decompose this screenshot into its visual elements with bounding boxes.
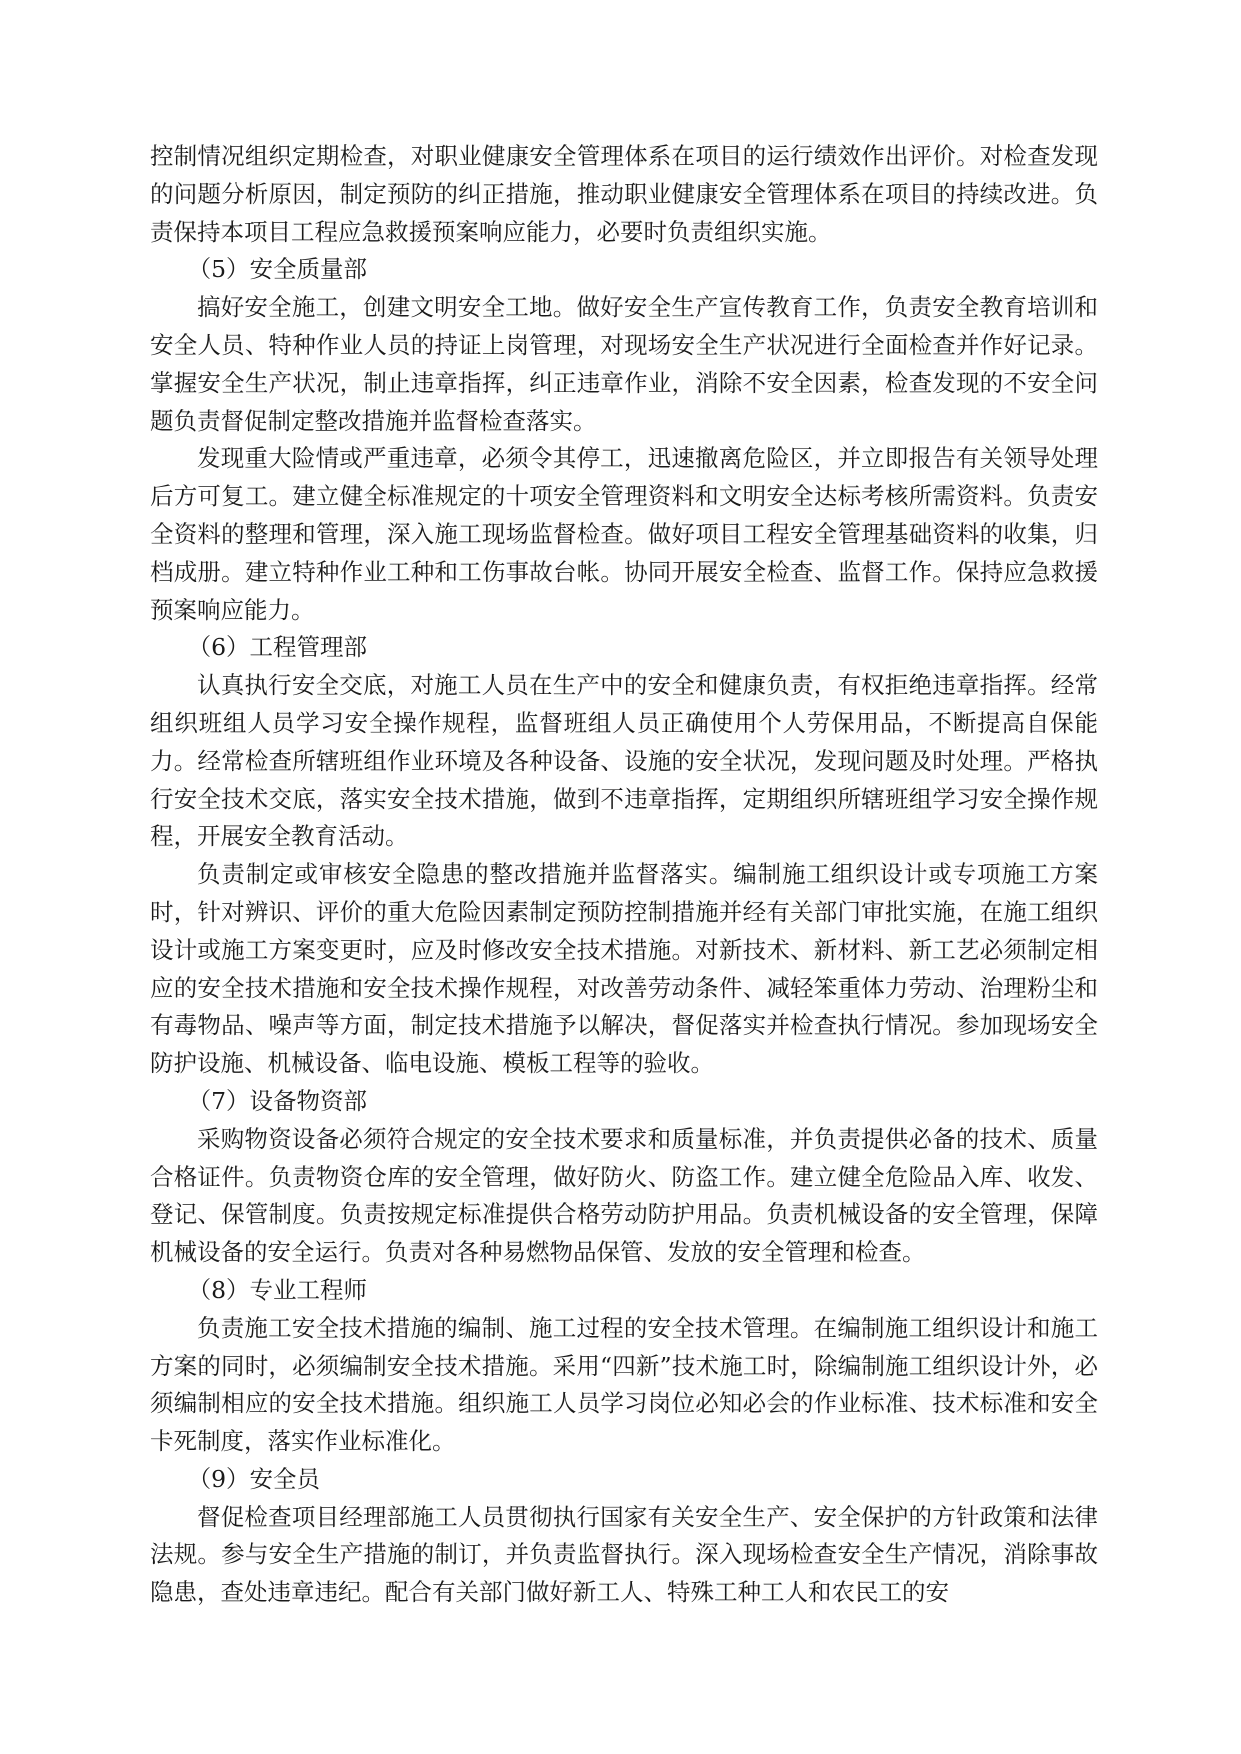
section-heading-engineering-dept: （6）工程管理部 <box>187 633 368 662</box>
paragraph: 搞好安全施工，创建文明安全工地。做好安全生产宣传教育工作，负责安全教育培训和安全人员、特种作业人员的持证上岗管理，对现场安全生产状况进行全面检查并作好记录。掌握安全生产状况，制止违章指挥，纠正违章作业，消除不安全因素，检查发现的不安全问题负责督促制定整改措施并监督检查落实。 <box>150 293 1098 435</box>
paragraph: 认真执行安全交底，对施工人员在生产中的安全和健康负责，有权拒绝违章指挥。经常组织班组人员学习安全操作规程，监督班组人员正确使用个人劳保用品，不断提高自保能力。经常检查所辖班组作业环境及各种设备、设施的安全状况，发现问题及时处理。严格执行安全技术交底，落实安全技术措施，做到不违章指挥，定期组织所辖班组学习安全操作规程，开展安全教育活动。 <box>150 671 1098 851</box>
section-heading-safety-quality-dept: （5）安全质量部 <box>187 255 368 284</box>
document-page <box>150 138 1098 1612</box>
paragraph: 发现重大险情或严重违章，必须令其停工，迅速撤离危险区，并立即报告有关领导处理后方可复工。建立健全标准规定的十项安全管理资料和文明安全达标考核所需资料。负责安全资料的整理和管理，深入施工现场监督检查。做好项目工程安全管理基础资料的收集，归档成册。建立特种作业工种和工伤事故台帐。协同开展安全检查、监督工作。保持应急救援预案响应能力。 <box>150 444 1098 624</box>
paragraph: 采购物资设备必须符合规定的安全技术要求和质量标准，并负责提供必备的技术、质量合格证件。负责物资仓库的安全管理，做好防火、防盗工作。建立健全危险品入库、收发、登记、保管制度。负责按规定标准提供合格劳动防护用品。负责机械设备的安全管理，保障机械设备的安全运行。负责对各种易燃物品保管、发放的安全管理和检查。 <box>150 1124 1098 1267</box>
paragraph: 督促检查项目经理部施工人员贯彻执行国家有关安全生产、安全保护的方针政策和法律法规。参与安全生产措施的制订，并负责监督执行。深入现场检查安全生产情况，消除事故隐患，查处违章违纪。配合有关部门做好新工人、特殊工种工人和农民工的安 <box>150 1502 1098 1607</box>
paragraph: 负责施工安全技术措施的编制、施工过程的安全技术管理。在编制施工组织设计和施工方案的同时，必须编制安全技术措施。采用“四新”技术施工时，除编制施工组织设计外，必须编制相应的安全技术措施。组织施工人员学习岗位必知必会的作业标准、技术标准和安全卡死制度，落实作业标准化。 <box>150 1313 1098 1456</box>
section-heading-professional-engineer: （8）专业工程师 <box>187 1275 368 1304</box>
section-heading-equipment-materials-dept: （7）设备物资部 <box>187 1086 368 1115</box>
section-heading-safety-officer: （9）安全员 <box>187 1464 321 1493</box>
paragraph-continued: 控制情况组织定期检查，对职业健康安全管理体系在项目的运行绩效作出评价。对检查发现的问题分析原因，制定预防的纠正措施，推动职业健康安全管理体系在项目的持续改进。负责保持本项目工程应急救援预案响应能力，必要时负责组织实施。 <box>150 142 1098 246</box>
paragraph: 负责制定或审核安全隐患的整改措施并监督落实。编制施工组织设计或专项施工方案时，针对辨识、评价的重大危险因素制定预防控制措施并经有关部门审批实施，在施工组织设计或施工方案变更时，应及时修改安全技术措施。对新技术、新材料、新工艺必须制定相应的安全技术措施和安全技术操作规程，对改善劳动条件、减轻笨重体力劳动、治理粉尘和有毒物品、噪声等方面，制定技术措施予以解决，督促落实并检查执行情况。参加现场安全防护设施、机械设备、临电设施、模板工程等的验收。 <box>150 860 1098 1078</box>
